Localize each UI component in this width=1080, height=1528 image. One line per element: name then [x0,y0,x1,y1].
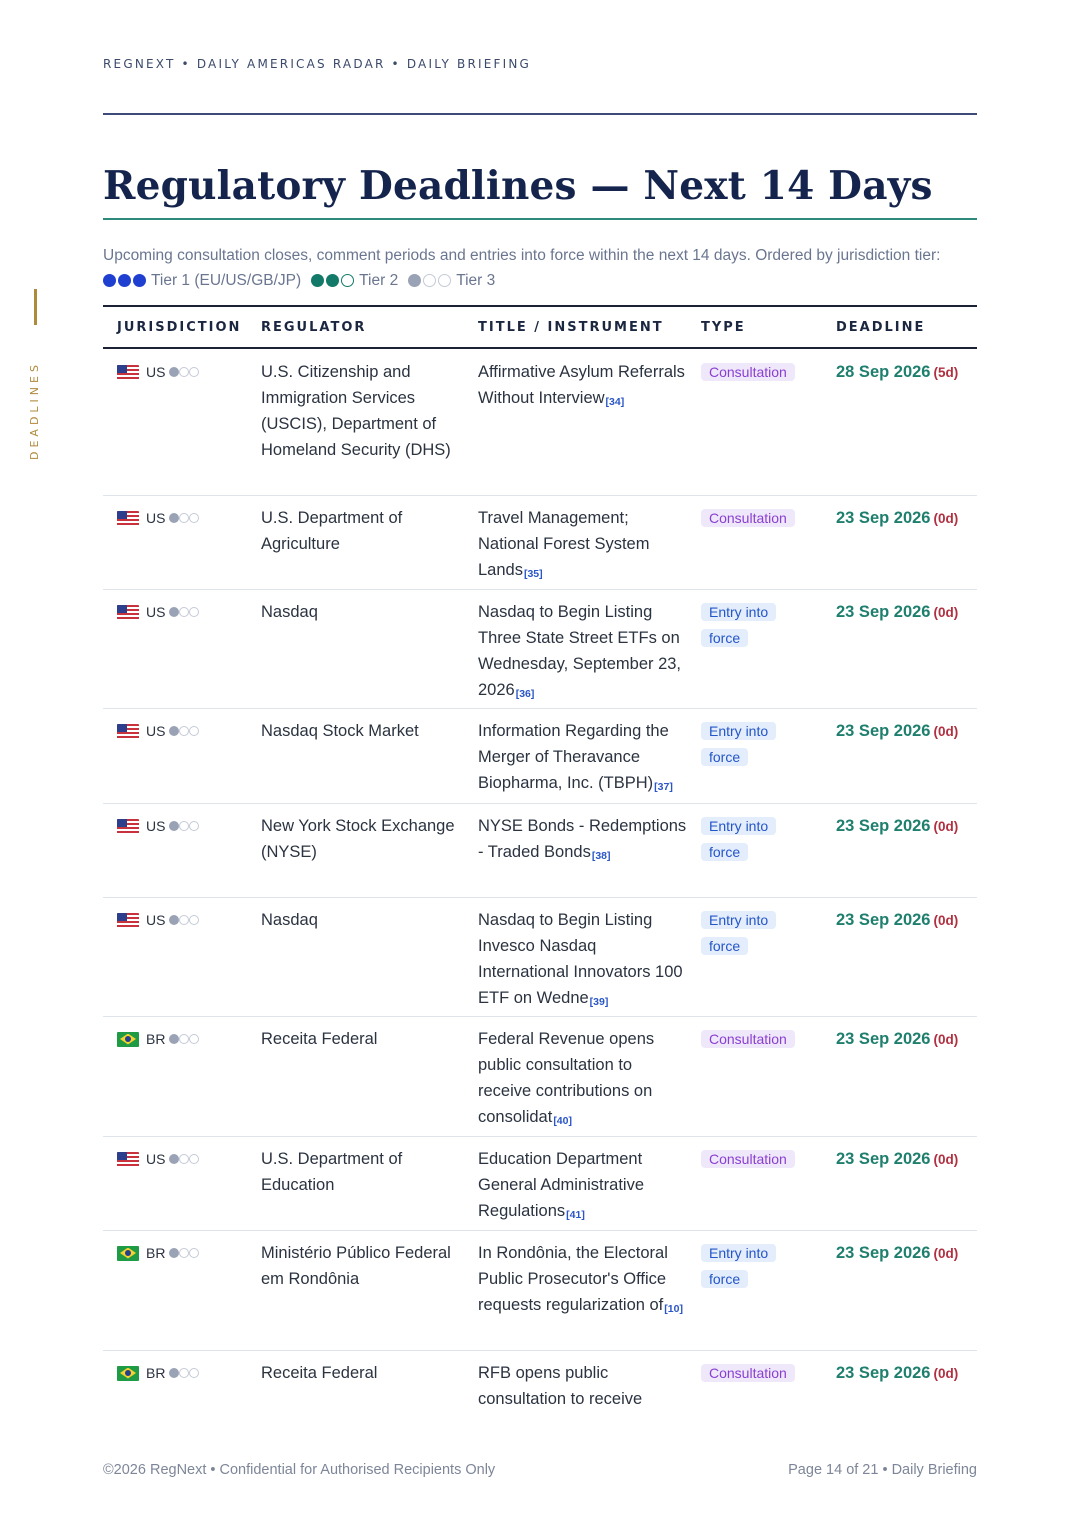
table-row [103,1136,977,1231]
tier-indicator [169,821,199,831]
tier-dot-icon [103,274,116,287]
footer-page-info: Page 14 of 21 • Daily Briefing [788,1462,977,1478]
instrument-title: Travel Management; National Forest System Lands [478,509,650,579]
tier-dot-empty-icon [189,726,199,736]
citation-link[interactable]: [36] [515,688,535,700]
legend-label: Tier 1 (EU/US/GB/JP) [151,272,302,289]
jurisdiction-cell [117,1146,199,1172]
jurisdiction-code: US [146,510,166,526]
deadline-date: 23 Sep 2026 [836,1030,931,1048]
instrument-title: Affirmative Asylum Referrals Without Interview [478,363,685,407]
days-remaining: (0d) [933,511,959,526]
table-row [103,1350,977,1420]
instrument-title: In Rondônia, the Electoral Public Prosecutor's Office requests regularization of [478,1244,668,1314]
tier-dot-empty-icon [179,1248,189,1258]
citation-link[interactable]: [10] [664,1303,683,1315]
regulator-cell: U.S. Citizenship and Immigration Services (USCIS), Department of Homeland Security (DHS) [261,363,451,459]
type-cell [701,907,811,959]
deadline-cell [836,718,977,745]
days-remaining: (0d) [933,605,959,620]
legend-label: Tier 3 [456,272,496,289]
tier-dot-empty-icon [341,274,354,287]
type-cell [701,599,811,651]
title-rule [103,218,977,220]
type-badge: Consultation [701,363,795,381]
col-type: TYPE [701,320,746,335]
days-remaining: (0d) [933,1032,959,1047]
tier-indicator [169,915,199,925]
jurisdiction-code: US [146,912,166,928]
regulator-cell: Nasdaq Stock Market [261,722,419,740]
tier-dot-empty-icon [179,367,189,377]
tier-dot-empty-icon [189,367,199,377]
tier-dot-icon [169,915,179,925]
deadline-cell [836,599,977,626]
deadline-cell [836,1240,977,1267]
br-flag-icon [117,1366,139,1381]
regulator-cell: Nasdaq [261,603,318,621]
instrument-title: Nasdaq to Begin Listing Three State Street ETFs on Wednesday, September 23, 2026 [478,603,682,699]
type-badge: Entry into force [701,1244,776,1288]
citation-link[interactable]: [37] [654,781,673,793]
tier-indicator [169,1154,199,1164]
type-cell [701,1360,811,1386]
tier-dot-empty-icon [438,274,451,287]
legend-tier1 [103,268,301,293]
col-title: TITLE / INSTRUMENT [478,320,664,335]
type-badge: Entry into force [701,911,776,955]
deadline-date: 23 Sep 2026 [836,722,931,740]
days-remaining: (0d) [933,1366,959,1381]
type-cell [701,359,811,385]
instrument-title: RFB opens public consultation to receive [478,1364,643,1408]
type-badge: Consultation [701,1364,795,1382]
tier-dot-empty-icon [189,513,199,523]
title-cell [478,599,688,707]
col-regulator: REGULATOR [261,320,367,335]
tier-legend [103,268,977,293]
days-remaining: (0d) [933,1152,959,1167]
regulator-cell: U.S. Department of Education [261,1150,403,1194]
days-remaining: (0d) [933,819,959,834]
jurisdiction-cell [117,1026,199,1052]
tier-dot-empty-icon [189,821,199,831]
col-jurisdiction: JURISDICTION [117,320,242,335]
jurisdiction-code: US [146,364,166,380]
regulator-cell: Nasdaq [261,911,318,929]
deadline-cell [836,907,977,934]
tier-indicator [169,367,199,377]
deadline-date: 23 Sep 2026 [836,1364,931,1382]
tier-dot-empty-icon [423,274,436,287]
tier-dot-icon [133,274,146,287]
table-row [103,803,977,898]
table-row [103,897,977,1017]
tier-indicator [169,607,199,617]
table-row [103,1230,977,1351]
jurisdiction-cell [117,718,199,744]
deadline-date: 28 Sep 2026 [836,363,931,381]
type-badge: Consultation [701,1030,795,1048]
citation-link[interactable]: [35] [523,568,543,580]
regulator-cell: Receita Federal [261,1364,378,1382]
tier-dot-empty-icon [189,915,199,925]
jurisdiction-code: US [146,604,166,620]
us-flag-icon [117,913,139,928]
jurisdiction-code: US [146,723,166,739]
tier-dot-icon [169,513,179,523]
tier-dot-empty-icon [179,726,189,736]
us-flag-icon [117,819,139,834]
jurisdiction-cell [117,359,199,385]
jurisdiction-cell [117,1240,199,1266]
tier-dot-icon [326,274,339,287]
title-cell [478,1240,688,1322]
intro-paragraph [103,243,977,293]
citation-link[interactable]: [38] [591,850,611,862]
jurisdiction-code: US [146,818,166,834]
tier-dot-icon [169,821,179,831]
page-title: Regulatory Deadlines — Next 14 Days [103,163,933,209]
jurisdiction-cell [117,813,199,839]
type-badge: Consultation [701,1150,795,1168]
type-cell [701,813,811,865]
tier-dot-empty-icon [189,1368,199,1378]
deadline-cell [836,1026,977,1053]
tier-dot-icon [169,1368,179,1378]
tier-indicator [169,1248,199,1258]
type-badge: Entry into force [701,603,776,647]
type-badge: Consultation [701,509,795,527]
side-section-label: DEADLINES [28,361,41,460]
title-cell [478,718,688,800]
title-cell [478,505,688,587]
table-row [103,495,977,590]
regulator-cell: New York Stock Exchange (NYSE) [261,817,455,861]
tier-dot-icon [169,1034,179,1044]
jurisdiction-cell [117,505,199,531]
tier-dot-empty-icon [179,513,189,523]
legend-tier3 [408,268,495,293]
tier-dot-empty-icon [189,607,199,617]
jurisdiction-cell [117,1360,199,1386]
tier-dot-icon [169,607,179,617]
days-remaining: (0d) [933,724,959,739]
title-cell [478,1360,688,1416]
deadline-date: 23 Sep 2026 [836,1244,931,1262]
citation-link[interactable]: [40] [553,1115,572,1127]
us-flag-icon [117,1152,139,1167]
tier-indicator [169,1368,199,1378]
table-row [103,1016,977,1137]
jurisdiction-code: BR [146,1031,166,1047]
header-rule [103,113,977,115]
intro-text: Upcoming consultation closes, comment periods and entries into force within the next 14 days. Ordered by jurisdiction tier: [103,247,941,264]
running-head: REGNEXT • DAILY AMERICAS RADAR • DAILY BRIEFING [103,57,532,71]
deadline-cell [836,1360,977,1387]
instrument-title: NYSE Bonds - Redemptions - Traded Bonds [478,817,687,861]
br-flag-icon [117,1246,139,1261]
tier-dot-icon [169,1154,179,1164]
days-remaining: (0d) [933,1246,959,1261]
tier-dot-empty-icon [179,1154,189,1164]
instrument-title: Federal Revenue opens public consultation to receive contributions on consolidat [478,1030,655,1126]
days-remaining: (5d) [933,365,959,380]
title-cell [478,907,688,1015]
table-row [103,589,977,709]
type-cell [701,718,811,770]
tier-dot-empty-icon [179,607,189,617]
legend-label: Tier 2 [359,272,399,289]
tier-dot-empty-icon [179,915,189,925]
days-remaining: (0d) [933,913,959,928]
deadline-date: 23 Sep 2026 [836,911,931,929]
table-row [103,708,977,804]
deadline-date: 23 Sep 2026 [836,509,931,527]
title-cell [478,813,688,869]
citation-link[interactable]: [39] [589,996,609,1008]
type-cell [701,1146,811,1172]
tier-dot-empty-icon [189,1154,199,1164]
tier-dot-empty-icon [189,1248,199,1258]
tier-dot-icon [169,367,179,377]
tier-indicator [169,726,199,736]
regulator-cell: Ministério Público Federal em Rondônia [261,1244,451,1288]
instrument-title: Information Regarding the Merger of Theravance Biopharma, Inc. (TBPH) [478,722,669,792]
us-flag-icon [117,365,139,380]
us-flag-icon [117,511,139,526]
tier-dot-empty-icon [179,1368,189,1378]
col-deadline: DEADLINE [836,320,926,335]
br-flag-icon [117,1032,139,1047]
footer-copyright: ©2026 RegNext • Confidential for Authorised Recipients Only [103,1462,496,1478]
deadline-date: 23 Sep 2026 [836,817,931,835]
tier-dot-empty-icon [189,1034,199,1044]
type-cell [701,505,811,531]
type-cell [701,1026,811,1052]
regulator-cell: Receita Federal [261,1030,378,1048]
regulator-cell: U.S. Department of Agriculture [261,509,403,553]
tier-indicator [169,1034,199,1044]
tier-dot-icon [408,274,421,287]
table-row [103,349,977,496]
instrument-title: Education Department General Administrative Regulations [478,1150,644,1220]
deadline-cell [836,813,977,840]
tier-dot-icon [169,726,179,736]
title-cell [478,1146,688,1228]
tier-dot-icon [311,274,324,287]
table-header [103,307,977,349]
tier-indicator [169,513,199,523]
legend-tier2 [311,268,398,293]
side-marker [34,289,37,325]
deadline-cell [836,505,977,532]
jurisdiction-cell [117,599,199,625]
type-cell [701,1240,811,1292]
jurisdiction-cell [117,907,199,933]
jurisdiction-code: BR [146,1245,166,1261]
deadline-cell [836,359,977,386]
deadline-date: 23 Sep 2026 [836,603,931,621]
us-flag-icon [117,605,139,620]
title-cell [478,359,688,415]
title-cell [478,1026,688,1134]
type-badge: Entry into force [701,722,776,766]
citation-link[interactable]: [34] [605,396,625,408]
tier-dot-empty-icon [179,1034,189,1044]
jurisdiction-code: BR [146,1365,166,1381]
deadline-cell [836,1146,977,1173]
tier-dot-icon [169,1248,179,1258]
deadline-date: 23 Sep 2026 [836,1150,931,1168]
jurisdiction-code: US [146,1151,166,1167]
type-badge: Entry into force [701,817,776,861]
tier-dot-empty-icon [179,821,189,831]
citation-link[interactable]: [41] [566,1209,585,1221]
us-flag-icon [117,724,139,739]
tier-dot-icon [118,274,131,287]
instrument-title: Nasdaq to Begin Listing Invesco Nasdaq International Innovators 100 ETF on Wedne [478,911,683,1007]
